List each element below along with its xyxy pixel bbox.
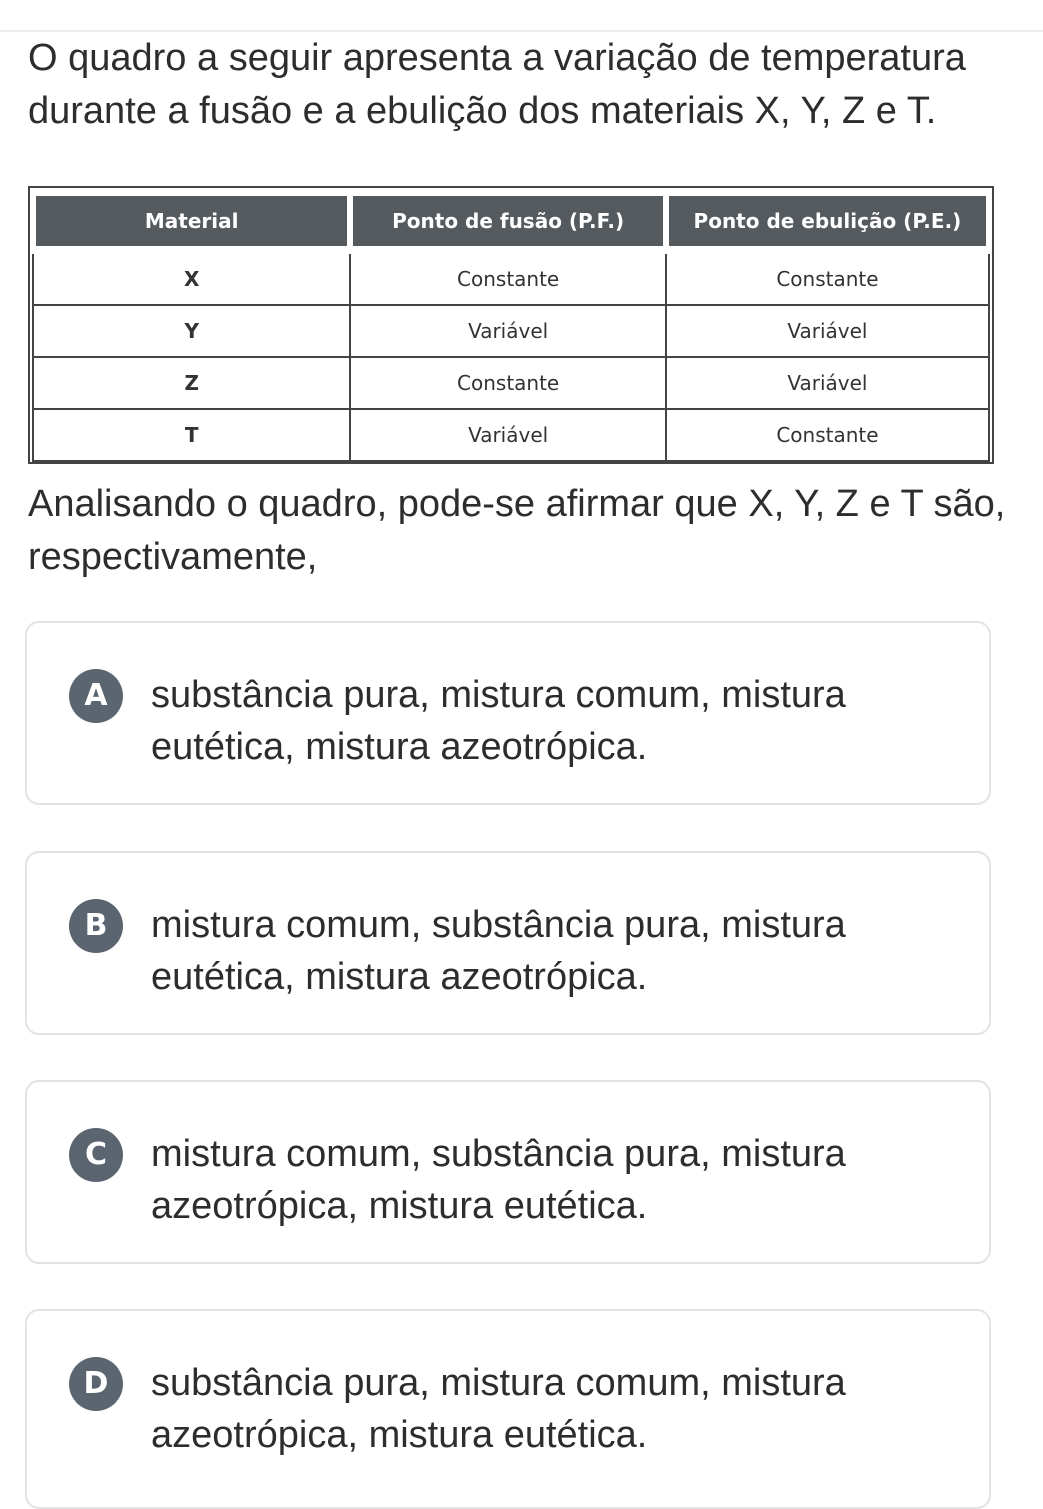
table-row: [33, 250, 989, 305]
cell-melting: Constante: [350, 250, 665, 305]
option-b[interactable]: [25, 851, 991, 1035]
cell-material: T: [33, 409, 350, 461]
table-header-row: [33, 192, 989, 250]
cell-material: Z: [33, 357, 350, 409]
header-boiling-point: Ponto de ebulição (P.E.): [666, 192, 989, 250]
option-text: mistura comum, substância pura, mistura eutética, mistura azeotrópica.: [151, 904, 846, 998]
cell-melting: Constante: [350, 357, 665, 409]
option-text: mistura comum, substância pura, mistura azeotrópica, mistura eutética.: [151, 1133, 846, 1227]
option-letter-badge: C: [69, 1128, 123, 1182]
cell-boiling: Constante: [666, 409, 989, 461]
header-melting-point: Ponto de fusão (P.F.): [350, 192, 665, 250]
option-c[interactable]: [25, 1080, 991, 1264]
header-material: Material: [33, 192, 350, 250]
option-d[interactable]: [25, 1309, 991, 1509]
table-row: [33, 409, 989, 461]
option-text: substância pura, mistura comum, mistura azeotrópica, mistura eutética.: [151, 1362, 846, 1456]
cell-melting: Variável: [350, 305, 665, 357]
option-letter-badge: A: [69, 669, 123, 723]
question-text: O quadro a seguir apresenta a variação de temperatura durante a fusão e a ebulição dos materiais X, Y, Z e T.: [28, 37, 966, 132]
option-letter-badge: D: [69, 1357, 123, 1411]
data-table: [28, 186, 994, 464]
cell-material: X: [33, 250, 350, 305]
option-text: substância pura, mistura comum, mistura eutética, mistura azeotrópica.: [151, 674, 846, 768]
table-row: [33, 357, 989, 409]
prompt-text: Analisando o quadro, pode-se afirmar que X, Y, Z e T são, respectivamente,: [28, 483, 1006, 578]
cell-boiling: Constante: [666, 250, 989, 305]
option-letter-badge: B: [69, 899, 123, 953]
table-row: [33, 305, 989, 357]
cell-boiling: Variável: [666, 357, 989, 409]
cell-boiling: Variável: [666, 305, 989, 357]
cell-material: Y: [33, 305, 350, 357]
cell-melting: Variável: [350, 409, 665, 461]
option-a[interactable]: [25, 621, 991, 805]
